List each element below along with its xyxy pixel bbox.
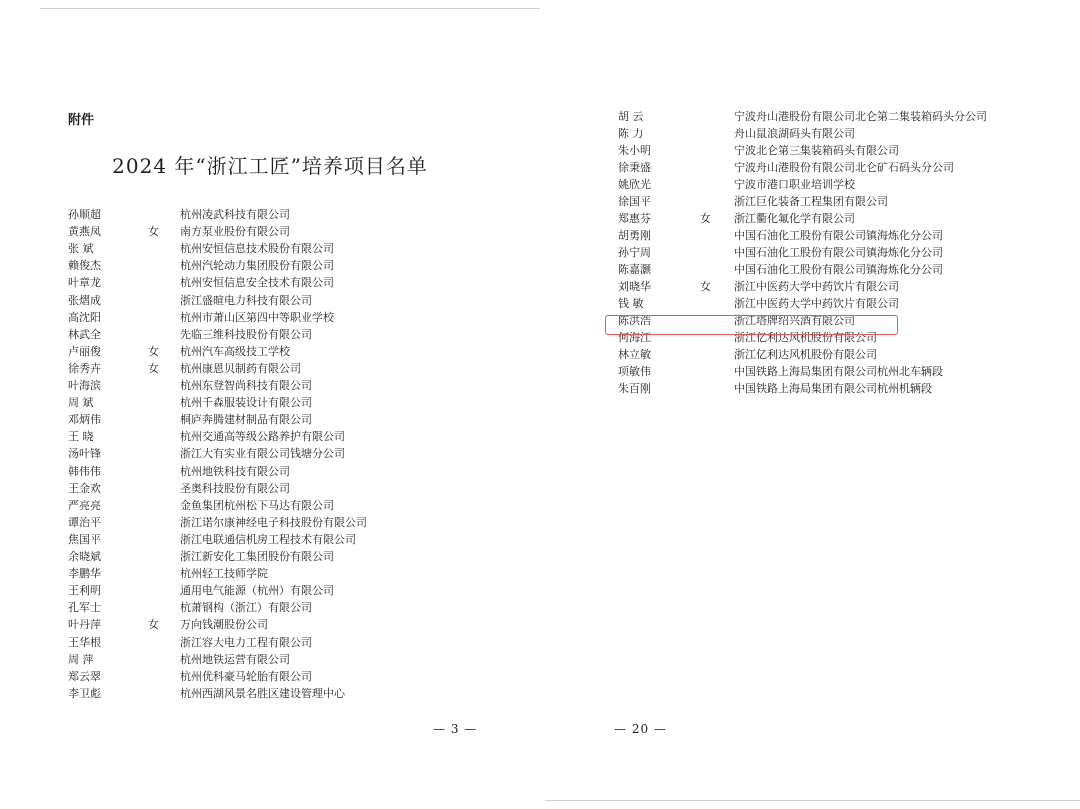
company-name: 浙江盛暄电力科技有限公司	[180, 293, 312, 307]
gender-mark: 女	[700, 280, 711, 293]
company-name: 宁波舟山港股份有限公司北仑矿石码头分公司	[734, 161, 954, 174]
company-name: 杭州康恩贝制药有限公司	[180, 361, 301, 375]
person-name: 何海江	[618, 331, 651, 344]
person-name: 高沈阳	[68, 310, 101, 324]
company-name: 杭萧钢构（浙江）有限公司	[180, 601, 312, 615]
person-name: 徐国平	[618, 195, 651, 208]
person-name: 张 斌	[68, 242, 94, 256]
person-name: 钱 敏	[618, 297, 644, 310]
person-name: 姚欣光	[618, 178, 651, 191]
company-name: 浙江塔牌绍兴酒有限公司	[734, 314, 855, 327]
company-name: 圣奥科技股份有限公司	[180, 481, 290, 495]
person-name: 林立敏	[618, 348, 651, 361]
company-name: 杭州地铁科技有限公司	[180, 464, 290, 478]
page-top-edge	[40, 8, 540, 9]
person-name: 朱小明	[618, 144, 651, 157]
company-name: 杭州轻工技师学院	[180, 567, 268, 581]
company-name: 杭州安恒信息技术股份有限公司	[180, 242, 334, 256]
company-name: 通用电气能源（杭州）有限公司	[180, 584, 334, 598]
company-name: 杭州市萧山区第四中等职业学校	[180, 310, 334, 324]
gender-mark: 女	[148, 618, 159, 632]
company-name: 万向钱潮股份公司	[180, 618, 268, 632]
person-name: 林武全	[68, 327, 101, 341]
person-name: 项敏伟	[618, 365, 651, 378]
person-name: 王利明	[68, 584, 101, 598]
person-name: 邓炳伟	[68, 413, 101, 427]
page-bottom-edge	[545, 800, 1080, 801]
company-name: 中国铁路上海局集团有限公司杭州北车辆段	[734, 365, 943, 378]
person-name: 李卫彪	[68, 686, 101, 700]
company-name: 舟山鼠浪湖码头有限公司	[734, 127, 855, 140]
person-name: 周 萍	[68, 652, 94, 666]
company-name: 浙江诺尔康神经电子科技股份有限公司	[180, 515, 367, 529]
company-name: 浙江巨化装备工程集团有限公司	[734, 195, 888, 208]
attachment-label: 附件	[68, 113, 95, 128]
company-name: 宁波舟山港股份有限公司北仑第二集装箱码头分公司	[734, 110, 987, 123]
company-name: 宁波北仑第三集装箱码头有限公司	[734, 144, 899, 157]
person-name: 徐秀卉	[68, 361, 101, 375]
company-name: 杭州东登智尚科技有限公司	[180, 379, 312, 392]
person-name: 黄燕凤	[68, 225, 101, 239]
company-name: 桐庐奔腾建材制品有限公司	[180, 413, 312, 427]
company-name: 杭州安恒信息安全技术有限公司	[180, 276, 334, 290]
person-name: 赖俊杰	[68, 259, 101, 273]
page-number-left: — 3 —	[433, 722, 478, 736]
company-name: 中国石油化工股份有限公司镇海炼化分公司	[734, 263, 943, 276]
person-name: 王金欢	[68, 481, 101, 495]
company-name: 中国铁路上海局集团有限公司杭州机辆段	[734, 382, 932, 395]
person-name: 孙顺超	[68, 208, 101, 221]
company-name: 浙江容大电力工程有限公司	[180, 635, 312, 649]
person-name: 周 斌	[68, 396, 94, 410]
person-name: 谭治平	[68, 515, 101, 529]
person-name: 刘晓华	[618, 280, 651, 293]
person-name: 叶章龙	[68, 276, 101, 290]
company-name: 杭州地铁运营有限公司	[180, 652, 290, 666]
gender-mark: 女	[148, 344, 159, 358]
person-name: 严亮亮	[68, 498, 101, 512]
company-name: 南方泵业股份有限公司	[180, 225, 290, 239]
person-name: 王华根	[68, 635, 101, 649]
gender-mark: 女	[148, 361, 159, 375]
gender-mark: 女	[700, 212, 711, 225]
person-name: 陈 力	[618, 127, 644, 140]
person-name: 叶海滨	[68, 379, 101, 392]
person-name: 徐秉盛	[618, 161, 651, 174]
company-name: 浙江衢化氟化学有限公司	[734, 212, 855, 225]
company-name: 浙江中医药大学中药饮片有限公司	[734, 280, 899, 293]
person-name: 胡 云	[618, 110, 644, 123]
company-name: 金鱼集团杭州松下马达有限公司	[180, 498, 334, 512]
company-name: 浙江电联通信机房工程技术有限公司	[180, 532, 356, 546]
company-name: 浙江亿利达风机股份有限公司	[734, 331, 877, 344]
person-name: 孙宁周	[618, 246, 651, 259]
person-name: 胡勇刚	[618, 229, 651, 242]
document-title: 2024 年“浙江工匠”培养项目名单	[112, 154, 428, 178]
person-name: 王 晓	[68, 430, 94, 444]
person-name: 李鹏华	[68, 567, 101, 581]
person-name: 郑云翠	[68, 669, 101, 683]
company-name: 先临三维科技股份有限公司	[180, 327, 312, 341]
person-name: 焦国平	[68, 532, 101, 546]
person-name: 汤叶锋	[68, 447, 101, 461]
company-name: 浙江中医药大学中药饮片有限公司	[734, 297, 899, 310]
company-name: 杭州交通高等级公路养护有限公司	[180, 430, 345, 444]
company-name: 杭州汽车高级技工学校	[180, 344, 290, 358]
company-name: 杭州千森服装设计有限公司	[180, 396, 312, 410]
company-name: 浙江大有实业有限公司钱塘分公司	[180, 447, 345, 461]
person-name: 朱百刚	[618, 382, 651, 395]
highlight-box	[605, 315, 898, 335]
person-name: 陈洪浩	[618, 314, 651, 327]
company-name: 杭州汽轮动力集团股份有限公司	[180, 259, 334, 273]
company-name: 杭州凌武科技有限公司	[180, 208, 290, 221]
person-name: 郑惠芬	[618, 212, 651, 225]
person-name: 卢丽俊	[68, 344, 101, 358]
person-name: 余晓斌	[68, 550, 101, 563]
page-number-right: — 20 —	[614, 722, 667, 736]
person-name: 韩伟伟	[68, 464, 101, 478]
person-name: 陈嘉灏	[618, 263, 651, 276]
company-name: 浙江亿利达风机股份有限公司	[734, 348, 877, 361]
company-name: 中国石油化工股份有限公司镇海炼化分公司	[734, 229, 943, 242]
person-name: 张熠成	[68, 293, 101, 307]
person-name: 叶丹萍	[68, 618, 101, 632]
company-name: 杭州优科豪马轮胎有限公司	[180, 669, 312, 683]
company-name: 宁波市港口职业培训学校	[734, 178, 855, 191]
person-name: 孔军士	[68, 601, 101, 615]
company-name: 浙江新安化工集团股份有限公司	[180, 550, 334, 563]
gender-mark: 女	[148, 225, 159, 239]
company-name: 杭州西湖风景名胜区建设管理中心	[180, 686, 345, 700]
company-name: 中国石油化工股份有限公司镇海炼化分公司	[734, 246, 943, 259]
